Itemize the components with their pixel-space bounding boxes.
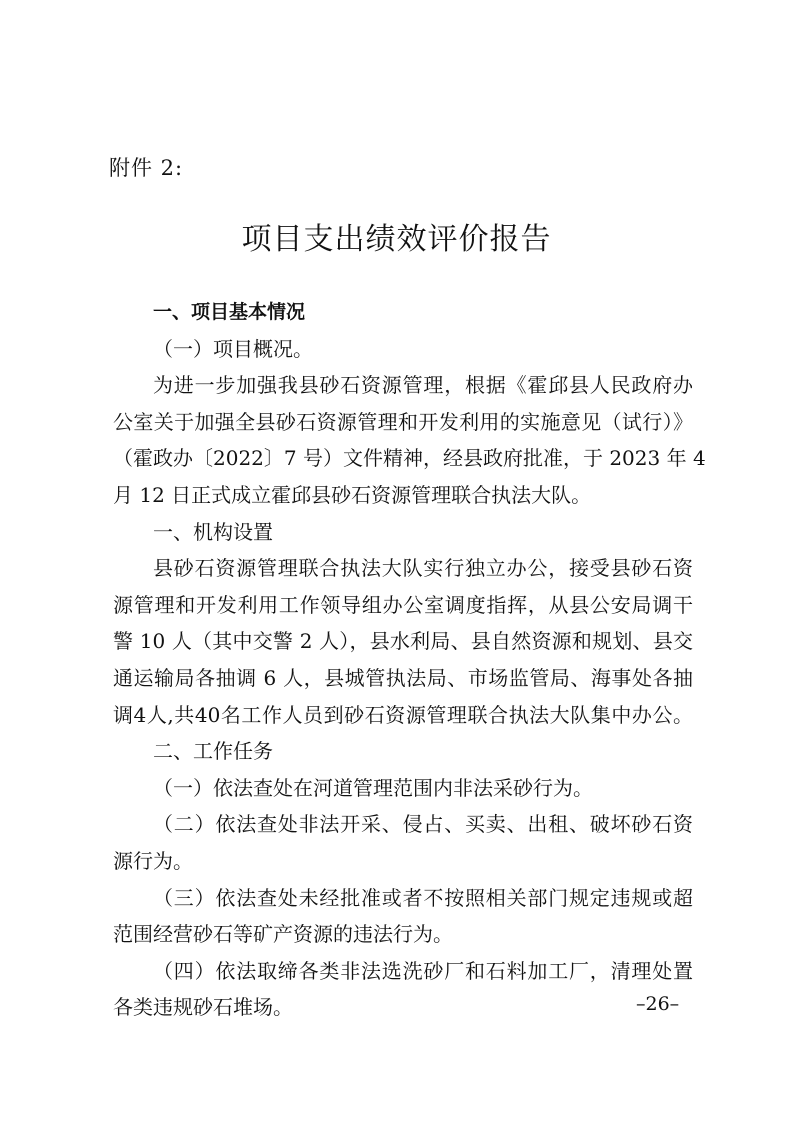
tasks-heading-text: 二、工作任务: [153, 739, 273, 764]
paragraph-line: （霍政办〔2022〕7 号）文件精神，经县政府批准，于 2023 年 4: [113, 446, 706, 471]
task-item-2: [113, 806, 693, 879]
attachment-label: 附件 2:: [109, 156, 184, 180]
task-line: （三）依法查处未经批准或者不按照相关部门规定违规或超: [153, 885, 693, 910]
task-line: 源行为。: [113, 848, 193, 873]
tasks-heading: [113, 733, 693, 770]
task-line: 各类违规砂石堆场。: [113, 995, 293, 1020]
paragraph-line: 为进一步加强我县砂石资源管理，根据《霍邱县人民政府办: [153, 373, 693, 398]
document-body: [113, 294, 706, 1026]
paragraph-line: 公室关于加强全县砂石资源管理和开发利用的实施意见（试行）》: [113, 409, 693, 434]
paragraph-line: 县砂石资源管理联合执法大队实行独立办公，接受县砂石资: [153, 556, 693, 581]
task-line: （四）依法取缔各类非法选洗砂厂和石料加工厂，清理处置: [153, 958, 693, 983]
task-line: （二）依法查处非法开采、侵占、买卖、出租、破坏砂石资: [153, 812, 693, 837]
task-item-4: [113, 953, 693, 1026]
paragraph-organization: [113, 550, 693, 733]
paragraph-line: 月 12 日正式成立霍邱县砂石资源管理联合执法大队。: [113, 482, 592, 507]
paragraph-line: 调4人,共40名工作人员到砂石资源管理联合执法大队集中办公。: [113, 702, 693, 727]
paragraph-line: 源管理和开发利用工作领导组办公室调度指挥，从县公安局调干: [113, 592, 693, 617]
task-line: （一）依法查处在河道管理范围内非法采砂行为。: [153, 775, 593, 800]
task-item-1: [113, 770, 693, 807]
task-item-3: [113, 880, 693, 953]
section1-heading: 一、项目基本情况: [153, 301, 306, 323]
paragraph-overview: [113, 367, 706, 513]
sub1-heading: [113, 331, 693, 368]
paragraph-line: 警 10 人（其中交警 2 人），县水利局、县自然资源和规划、县交: [113, 629, 693, 654]
org-heading-text: 一、机构设置: [153, 519, 273, 544]
page-number: –26–: [636, 993, 680, 1015]
sub1-heading-text: （一）项目概况。: [153, 336, 313, 361]
task-line: 范围经营砂石等矿产资源的违法行为。: [113, 922, 453, 947]
paragraph-line: 通运输局各抽调 6 人，县城管执法局、市场监管局、海事处各抽: [113, 665, 693, 690]
document-title: 项目支出绩效评价报告: [241, 222, 552, 257]
org-heading: [113, 514, 693, 551]
